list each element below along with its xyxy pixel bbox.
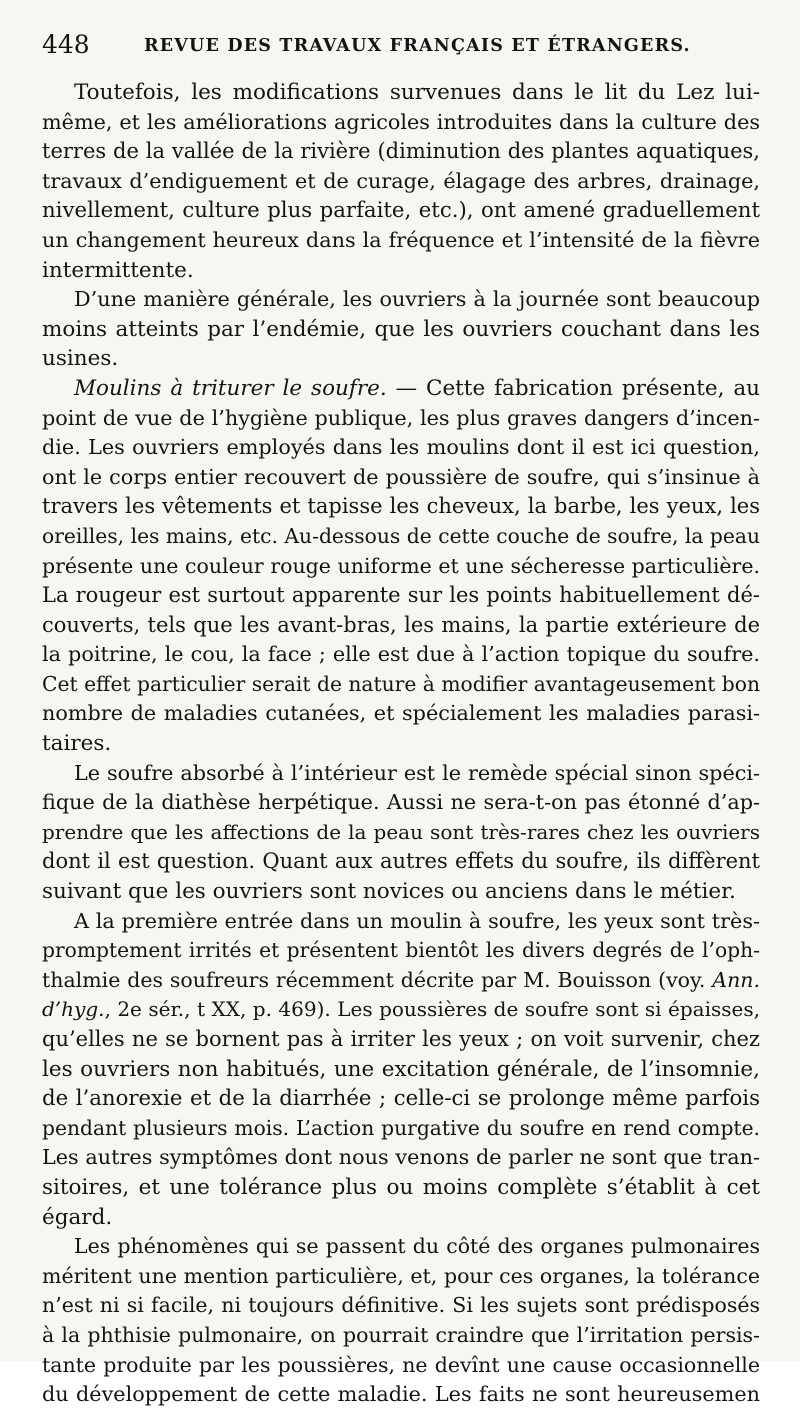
line-text: point de vue de l’hygiène publique, les plus graves dangers d’incen-: [42, 405, 760, 430]
text-line: [42, 1380, 760, 1410]
running-head: REVUE DES TRAVAUX FRANÇAIS ET ÉTRANGERS.: [144, 36, 691, 56]
line-text: Les phénomènes qui se passent du côté des organes pulmonaires: [74, 1234, 760, 1259]
text-line: [42, 552, 760, 582]
line-text: D’une manière générale, les ouvriers à la journée sont beaucoup: [74, 287, 760, 312]
text-line: [42, 729, 760, 759]
line-text: usines.: [42, 346, 119, 372]
text-line: [42, 788, 760, 818]
line-text: nivellement, culture plus parfaite, etc.), ont amené graduellement: [42, 198, 760, 224]
text-line: [42, 966, 760, 996]
text-line: [42, 1351, 760, 1381]
text-line: [42, 196, 760, 226]
line-text: Toutefois, les modifications survenues dans le lit du Lez lui-: [74, 80, 760, 105]
line-text: tante produite par les poussières, ne devînt une cause occasionnelle: [42, 1352, 760, 1377]
line-text: nombre de maladies cutanées, et spécialement les maladies parasi-: [42, 701, 760, 726]
text-line: [42, 640, 760, 670]
line-text: de l’anorexie et de la diarrhée ; celle-ci se prolonge même parfois: [42, 1086, 760, 1112]
text-line: [42, 492, 760, 522]
line-text: A la première entrée dans un moulin à soufre, les yeux sont très-: [74, 908, 760, 933]
text-line: [42, 522, 760, 552]
text-line: [42, 404, 760, 434]
page-number: 448: [42, 30, 90, 59]
text-line: [42, 1232, 760, 1262]
text-line: [42, 1084, 760, 1114]
line-text: terres de la vallée de la rivière (diminution des plantes aquatiques,: [42, 139, 760, 164]
line-text: ont le corps entier recouvert de poussière de soufre, qui s’insinue à: [42, 464, 760, 489]
line-text: pendant plusieurs mois. L’action purgative du soufre en rend compte.: [42, 1115, 760, 1140]
text-line: [42, 936, 760, 966]
line-text: La rougeur est surtout apparente sur les points habituellement dé-: [42, 583, 760, 608]
line-text: , 2e sér., t XX, p. 469). Les poussières de soufre sont si épaisses,: [104, 997, 760, 1022]
body-text: [42, 78, 760, 1410]
text-line: [42, 226, 760, 256]
text-line: [42, 78, 760, 108]
line-text: — Cette fabrication présente, au: [386, 375, 760, 401]
text-line: [42, 315, 760, 345]
line-text: à la phthisie pulmonaire, on pourrait craindre que l’irritation persis-: [42, 1322, 760, 1347]
line-text: thalmie des soufreurs récemment décrite par M. Bouisson (voy.: [42, 967, 713, 992]
text-line: [42, 818, 760, 848]
page-header: [42, 30, 762, 66]
line-text: travaux d’endiguement et de curage, élagage des arbres, drainage,: [42, 168, 760, 193]
text-line: [42, 1025, 760, 1055]
text-line: [42, 344, 760, 374]
text-line: [42, 1203, 760, 1233]
text-line: [42, 374, 760, 404]
text-line: [42, 847, 760, 877]
text-line: [42, 1321, 760, 1351]
line-text: présente une couleur rouge uniforme et une sécheresse particulière.: [42, 553, 760, 578]
text-line: [42, 463, 760, 493]
text-line: [42, 670, 760, 700]
line-text: prendre que les affections de la peau sont très-rares chez les ouvriers: [42, 819, 760, 844]
line-text: Cet effet particulier serait de nature à modifier avantageusement bon: [42, 671, 760, 696]
line-text: les ouvriers non habitués, une excitation générale, de l’insomnie,: [42, 1056, 760, 1082]
line-text: n’est ni si facile, ni toujours définitive. Si les sujets sont prédisposés: [42, 1293, 760, 1318]
text-line: [42, 256, 760, 286]
text-line: [42, 995, 760, 1025]
line-text: du développement de cette maladie. Les faits ne sont heureusemen: [42, 1382, 760, 1407]
text-line: [42, 1291, 760, 1321]
text-line: [42, 1114, 760, 1144]
line-text: méritent une mention particulière, et, pour ces organes, la tolérance: [42, 1263, 760, 1288]
line-text: un changement heureux dans la fréquence et l’intensité de la fièvre: [42, 227, 760, 252]
italic-reference: Ann.: [712, 967, 760, 992]
text-line: [42, 1055, 760, 1085]
text-line: [42, 137, 760, 167]
text-line: [42, 877, 760, 907]
line-text: dont il est question. Quant aux autres effets du soufre, ils diffèrent: [42, 849, 760, 874]
text-line: [42, 1143, 760, 1173]
section-title: Moulins à triturer le soufre.: [74, 375, 387, 401]
text-line: [42, 1262, 760, 1292]
line-text: même, et les améliorations agricoles introduites dans la culture des: [42, 109, 760, 134]
line-text: suivant que les ouvriers sont novices ou anciens dans le métier.: [42, 879, 736, 905]
line-text: couverts, tels que les avant-bras, les mains, la partie extérieure de: [42, 612, 760, 637]
text-line: [42, 285, 760, 315]
line-text: oreilles, les mains, etc. Au-dessous de cette couche de soufre, la peau: [42, 523, 760, 548]
line-text: die. Les ouvriers employés dans les moulins dont il est ici question,: [42, 435, 760, 460]
text-line: [42, 108, 760, 138]
line-text: Le soufre absorbé à l’intérieur est le remède spécial sinon spéci-: [74, 760, 760, 785]
line-text: moins atteints par l’endémie, que les ouvriers couchant dans les: [42, 316, 760, 342]
text-line: [42, 433, 760, 463]
line-text: sitoires, et une tolérance plus ou moins complète s’établit à cet: [42, 1174, 760, 1200]
text-line: [42, 1173, 760, 1203]
text-line: [42, 699, 760, 729]
line-text: fique de la diathèse herpétique. Aussi ne sera-t-on pas étonné d’ap-: [42, 790, 760, 815]
text-line: [42, 581, 760, 611]
line-text: intermittente.: [42, 257, 194, 283]
text-line: [42, 759, 760, 789]
line-text: qu’elles ne se bornent pas à irriter les yeux ; on voit survenir, chez: [42, 1027, 760, 1051]
text-line: [42, 167, 760, 197]
text-line: [42, 907, 760, 937]
line-text: promptement irrités et présentent bientôt les divers degrés de l’oph-: [42, 938, 760, 963]
line-text: travers les vêtements et tapisse les cheveux, la barbe, les yeux, les: [42, 494, 760, 519]
line-text: Les autres symptômes dont nous venons de parler ne sont que tran-: [42, 1145, 760, 1170]
line-text: la poitrine, le cou, la face ; elle est due à l’action topique du soufre.: [42, 642, 760, 667]
line-text: égard.: [42, 1204, 113, 1230]
text-line: [42, 611, 760, 641]
italic-reference: d’hyg.: [42, 997, 105, 1022]
line-text: taires.: [42, 731, 112, 757]
